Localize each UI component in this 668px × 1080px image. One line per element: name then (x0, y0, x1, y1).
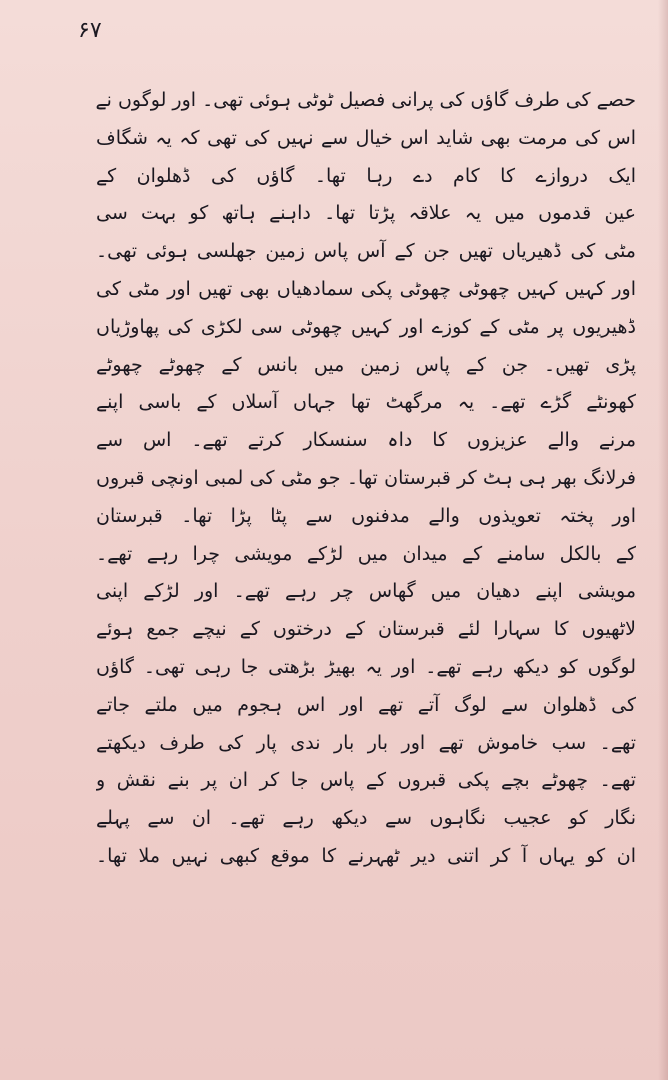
text-line: اور کہیں کہیں چھوٹی چھوٹی پکی سمادھیاں بھی تھیں اور مٹی کی (96, 277, 636, 300)
text-line: ڈھیریوں پر مٹی کے کوزے اور کہیں چھوٹی سی لکڑی کی پھاوڑیاں (96, 315, 636, 338)
text-line: لوگوں کو دیکھ رہے تھے۔ اور یہ بھیڑ بڑھتی جا رہی تھی۔ گاؤں (96, 655, 636, 678)
text-line: ان کو یہاں آ کر اتنی دیر ٹھہرنے کا موقع کبھی نہیں ملا تھا۔ (96, 844, 636, 867)
text-line: ایک دروازے کا کام دے رہا تھا۔ گاؤں کی ڈھلوان کے (96, 164, 636, 187)
text-line: اس کی مرمت بھی شاید اس خیال سے نہیں کی تھی کہ یہ شگاف (96, 126, 636, 149)
text-line: لاٹھیوں کا سہارا لئے قبرستان کے درختوں کے نیچے جمع ہوئے (96, 618, 636, 641)
text-line: مرنے والے عزیزوں کا داہ سنسکار کرتے تھے۔ اس سے (96, 429, 636, 452)
text-line: تھے۔ چھوٹے بچے پکی قبروں کے پاس جا کر ان پر بنے نقش و (96, 769, 636, 792)
text-line: اور پختہ تعویذوں والے مدفنوں سے پٹا پڑا تھا۔ قبرستان (96, 504, 636, 527)
text-line: کھونٹے گڑے تھے۔ یہ مرگھٹ تھا جہاں آسلاں کے باسی اپنے (96, 391, 636, 414)
text-line: نگار کو عجیب نگاہوں سے دیکھ رہے تھے۔ ان سے پہلے (96, 807, 636, 830)
text-line: مٹی کی ڈھیریاں تھیں جن کے آس پاس زمین جھلسی ہوئی تھی۔ (96, 240, 636, 263)
text-line: کی ڈھلوان سے لوگ آتے تھے اور اس ہجوم میں ملتے جاتے (96, 693, 636, 716)
text-line: تھے۔ سب خاموش تھے اور بار بار ندی پار کی طرف دیکھتے (96, 731, 636, 754)
text-line: کے بالکل سامنے کے میدان میں لڑکے مویشی چرا رہے تھے۔ (96, 542, 636, 565)
text-line: مویشی اپنے دھیان میں گھاس چر رہے تھے۔ اور لڑکے اپنی (96, 580, 636, 603)
text-line: فرلانگ بھر ہی ہٹ کر قبرستان تھا۔ جو مٹی کی لمبی اونچی قبروں (96, 466, 636, 489)
page-edge-shadow (658, 0, 668, 1080)
text-line: پڑی تھیں۔ جن کے پاس زمین میں بانس کے چھوٹے چھوٹے (96, 353, 636, 376)
text-line: عین قدموں میں یہ علاقہ پڑتا تھا۔ داہنے ہاتھ کو بہت سی (96, 202, 636, 225)
body-text (96, 82, 636, 876)
page-number: ۶۷ (78, 18, 102, 43)
text-line: حصے کی طرف گاؤں کی پرانی فصیل ٹوٹی ہوئی تھی۔ اور لوگوں نے (96, 89, 636, 111)
